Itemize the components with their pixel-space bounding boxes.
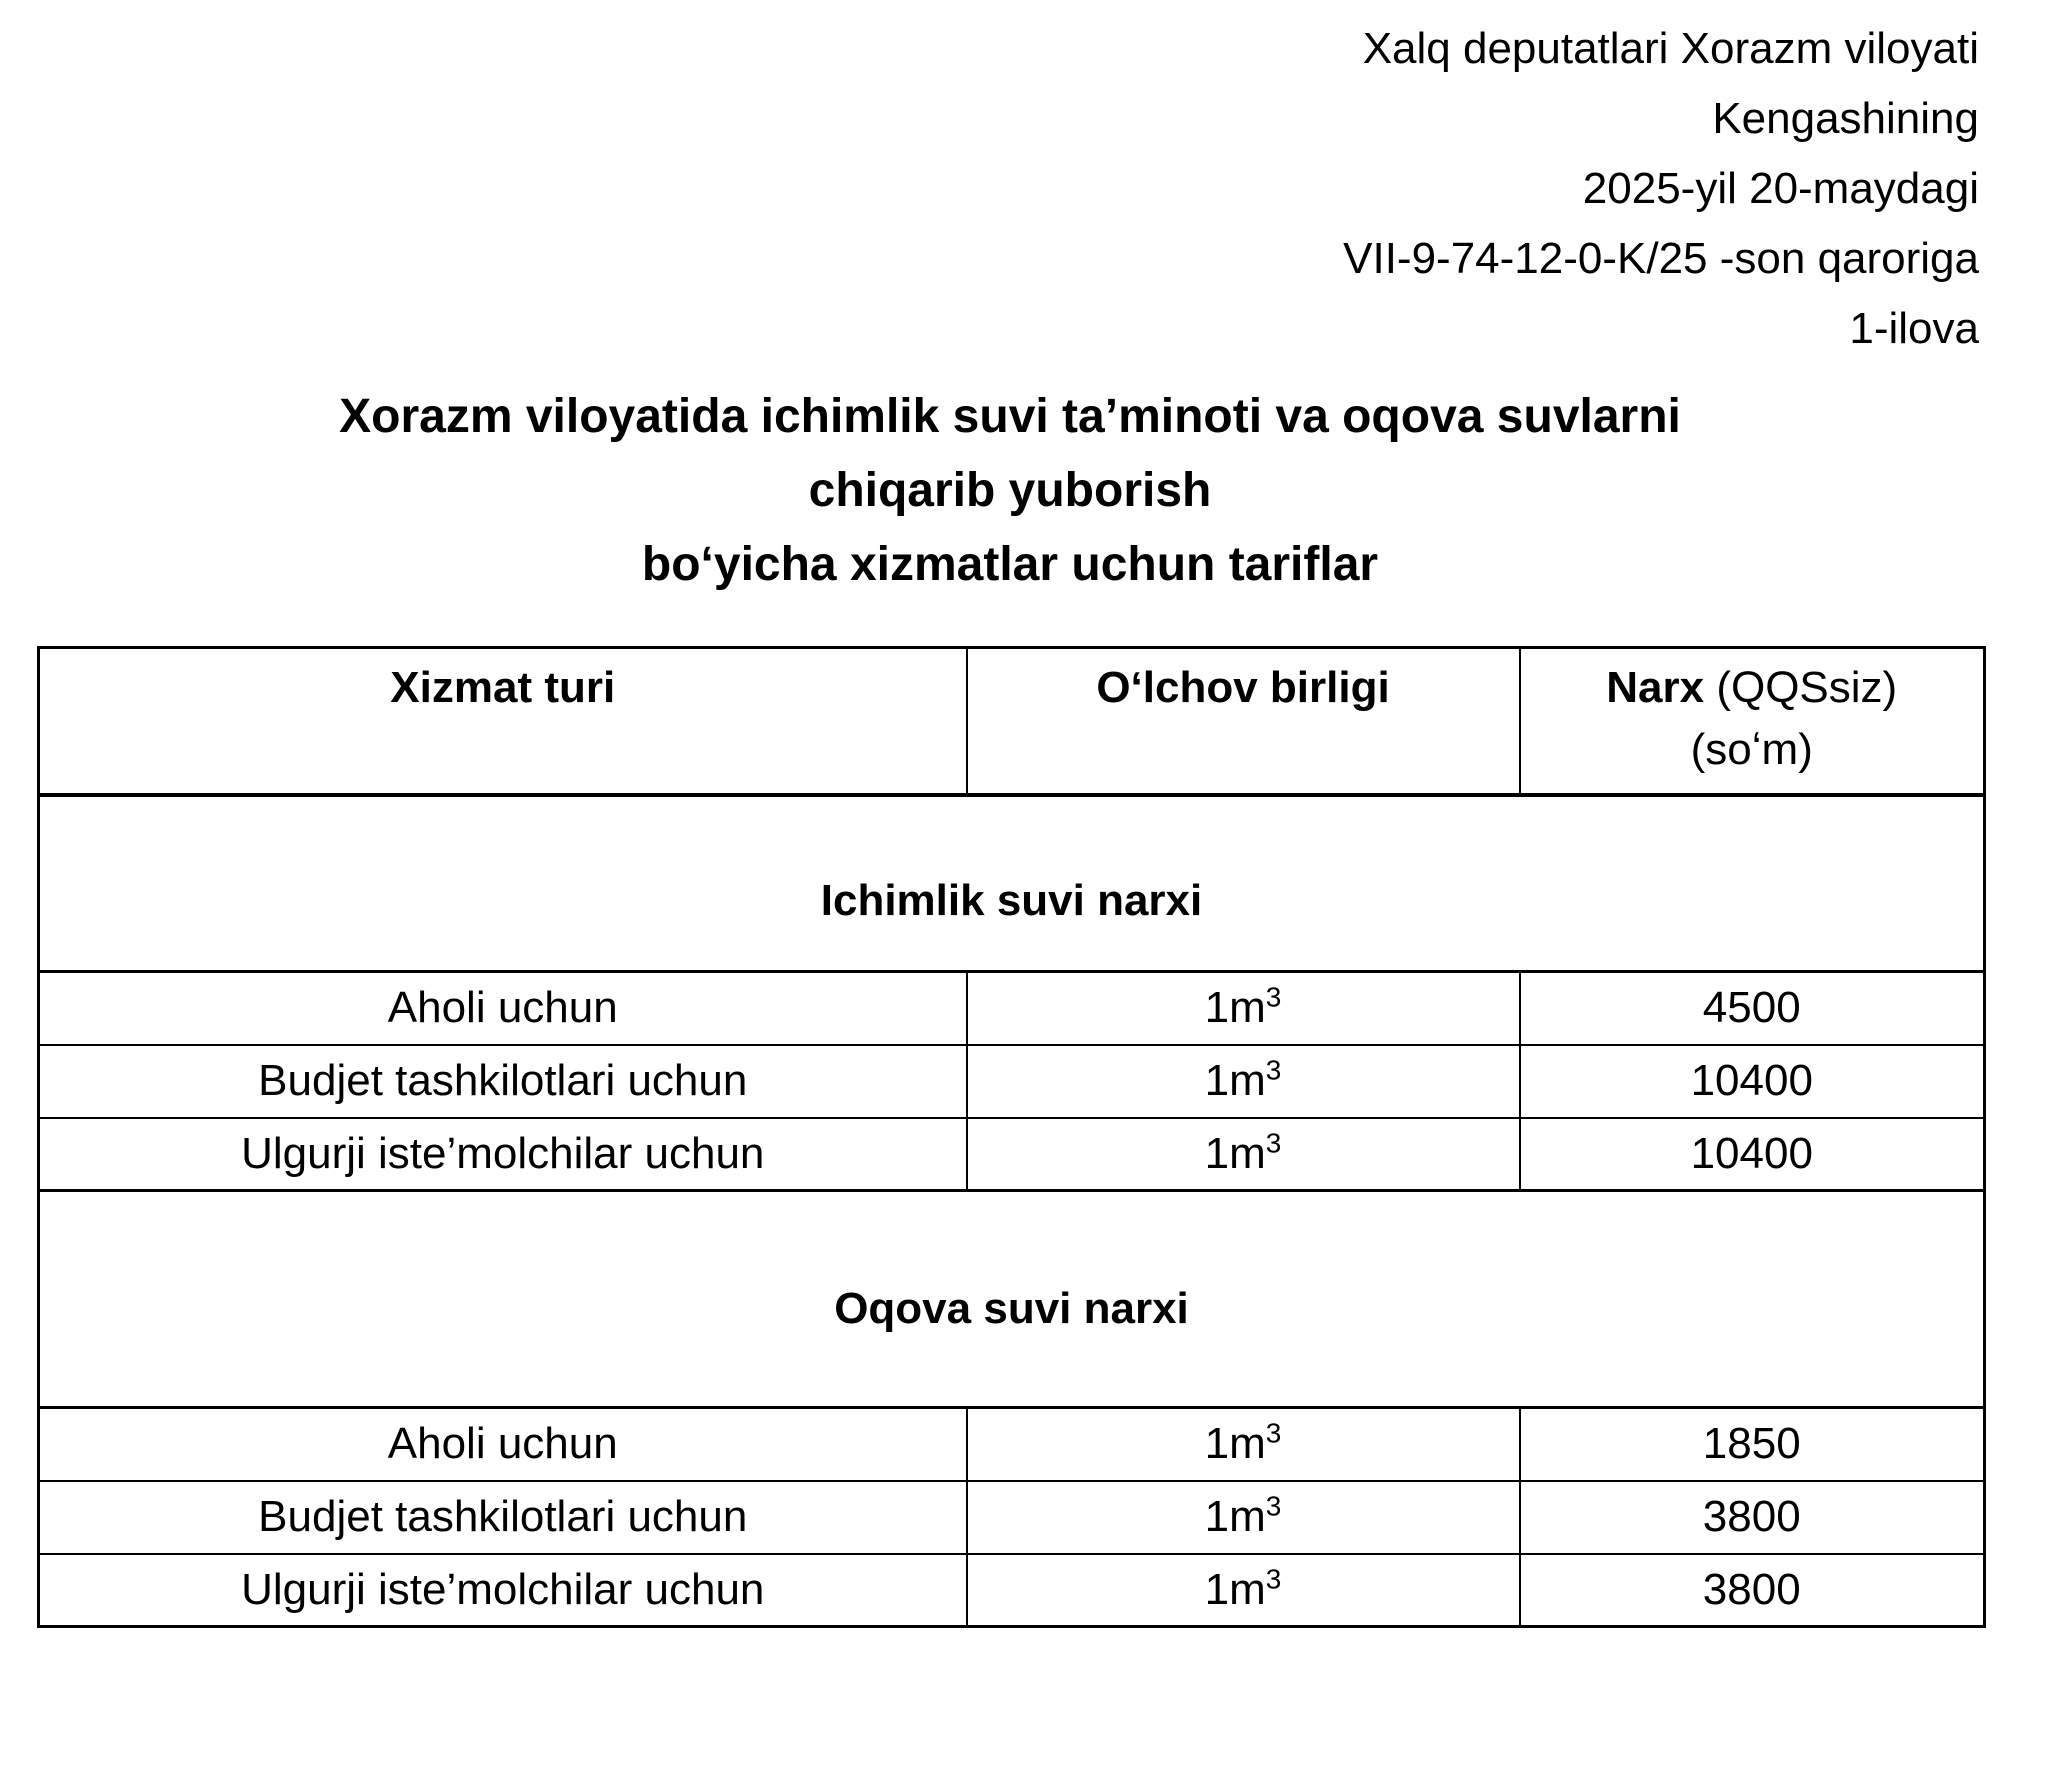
section-header-row xyxy=(39,795,1985,972)
section-header-row xyxy=(39,1191,1985,1408)
service-cell: Ulgurji iste’molchilar uchun xyxy=(39,1554,967,1627)
price-cell: 3800 xyxy=(1520,1554,1985,1627)
price-cell: 4500 xyxy=(1520,972,1985,1045)
title-line: chiqarib yuborish xyxy=(808,464,1212,517)
unit-superscript: 3 xyxy=(1265,981,1282,1013)
tariff-table xyxy=(37,646,1986,1628)
column-header-price-note: (QQSsiz) xyxy=(1704,663,1898,712)
table-row xyxy=(39,1118,1985,1191)
price-cell: 3800 xyxy=(1520,1481,1985,1554)
appendix-number: 1-ilova xyxy=(1849,304,1979,353)
price-cell: 10400 xyxy=(1520,1118,1985,1191)
decree-reference-line: VII-9-74-12-0-K/25 -son qaroriga xyxy=(1343,234,1979,283)
unit-cell: $1m^3$ xyxy=(967,1045,1520,1118)
decree-reference-block xyxy=(37,14,1983,364)
column-header-price xyxy=(1520,648,1985,795)
service-cell: Aholi uchun xyxy=(39,1408,967,1481)
column-header-unit: Oʻlchov birligi xyxy=(967,648,1520,795)
unit-cell: $1m^3$ xyxy=(967,972,1520,1045)
unit-cell: $1m^3$ xyxy=(967,1118,1520,1191)
section-title-sewage-water: Oqova suvi narxi xyxy=(39,1191,1985,1408)
document-page xyxy=(37,0,1983,1628)
document-title xyxy=(37,380,1983,602)
unit-superscript: 3 xyxy=(1265,1054,1282,1086)
unit-cell: $1m^3$ xyxy=(967,1481,1520,1554)
table-row xyxy=(39,1554,1985,1627)
decree-reference-line: Kengashining xyxy=(1712,94,1979,143)
title-line: Xorazm viloyatida ichimlik suvi ta’minoti va oqova suvlarni xyxy=(339,390,1681,443)
title-line: boʻyicha xizmatlar uchun tariflar xyxy=(641,538,1379,591)
unit-superscript: 3 xyxy=(1265,1417,1282,1449)
table-row xyxy=(39,972,1985,1045)
unit-superscript: 3 xyxy=(1265,1563,1282,1595)
unit-cell: $1m^3$ xyxy=(967,1408,1520,1481)
price-cell: 1850 xyxy=(1520,1408,1985,1481)
price-cell: 10400 xyxy=(1520,1045,1985,1118)
decree-reference-line: 2025-yil 20-maydagi xyxy=(1582,164,1979,213)
table-header-row xyxy=(39,648,1985,795)
unit-superscript: 3 xyxy=(1265,1127,1282,1159)
table-row xyxy=(39,1408,1985,1481)
service-cell: Budjet tashkilotlari uchun xyxy=(39,1481,967,1554)
column-header-service: Xizmat turi xyxy=(39,648,967,795)
decree-reference-line: Xalq deputatlari Xorazm viloyati xyxy=(1362,24,1979,73)
column-header-price-currency: (soʻm) xyxy=(1690,725,1813,774)
unit-superscript: 3 xyxy=(1265,1490,1282,1522)
service-cell: Budjet tashkilotlari uchun xyxy=(39,1045,967,1118)
service-cell: Aholi uchun xyxy=(39,972,967,1045)
table-row xyxy=(39,1481,1985,1554)
table-row xyxy=(39,1045,1985,1118)
column-header-price-bold: Narx xyxy=(1606,663,1705,712)
service-cell: Ulgurji iste’molchilar uchun xyxy=(39,1118,967,1191)
unit-cell: $1m^3$ xyxy=(967,1554,1520,1627)
section-title-drinking-water: Ichimlik suvi narxi xyxy=(39,795,1985,972)
